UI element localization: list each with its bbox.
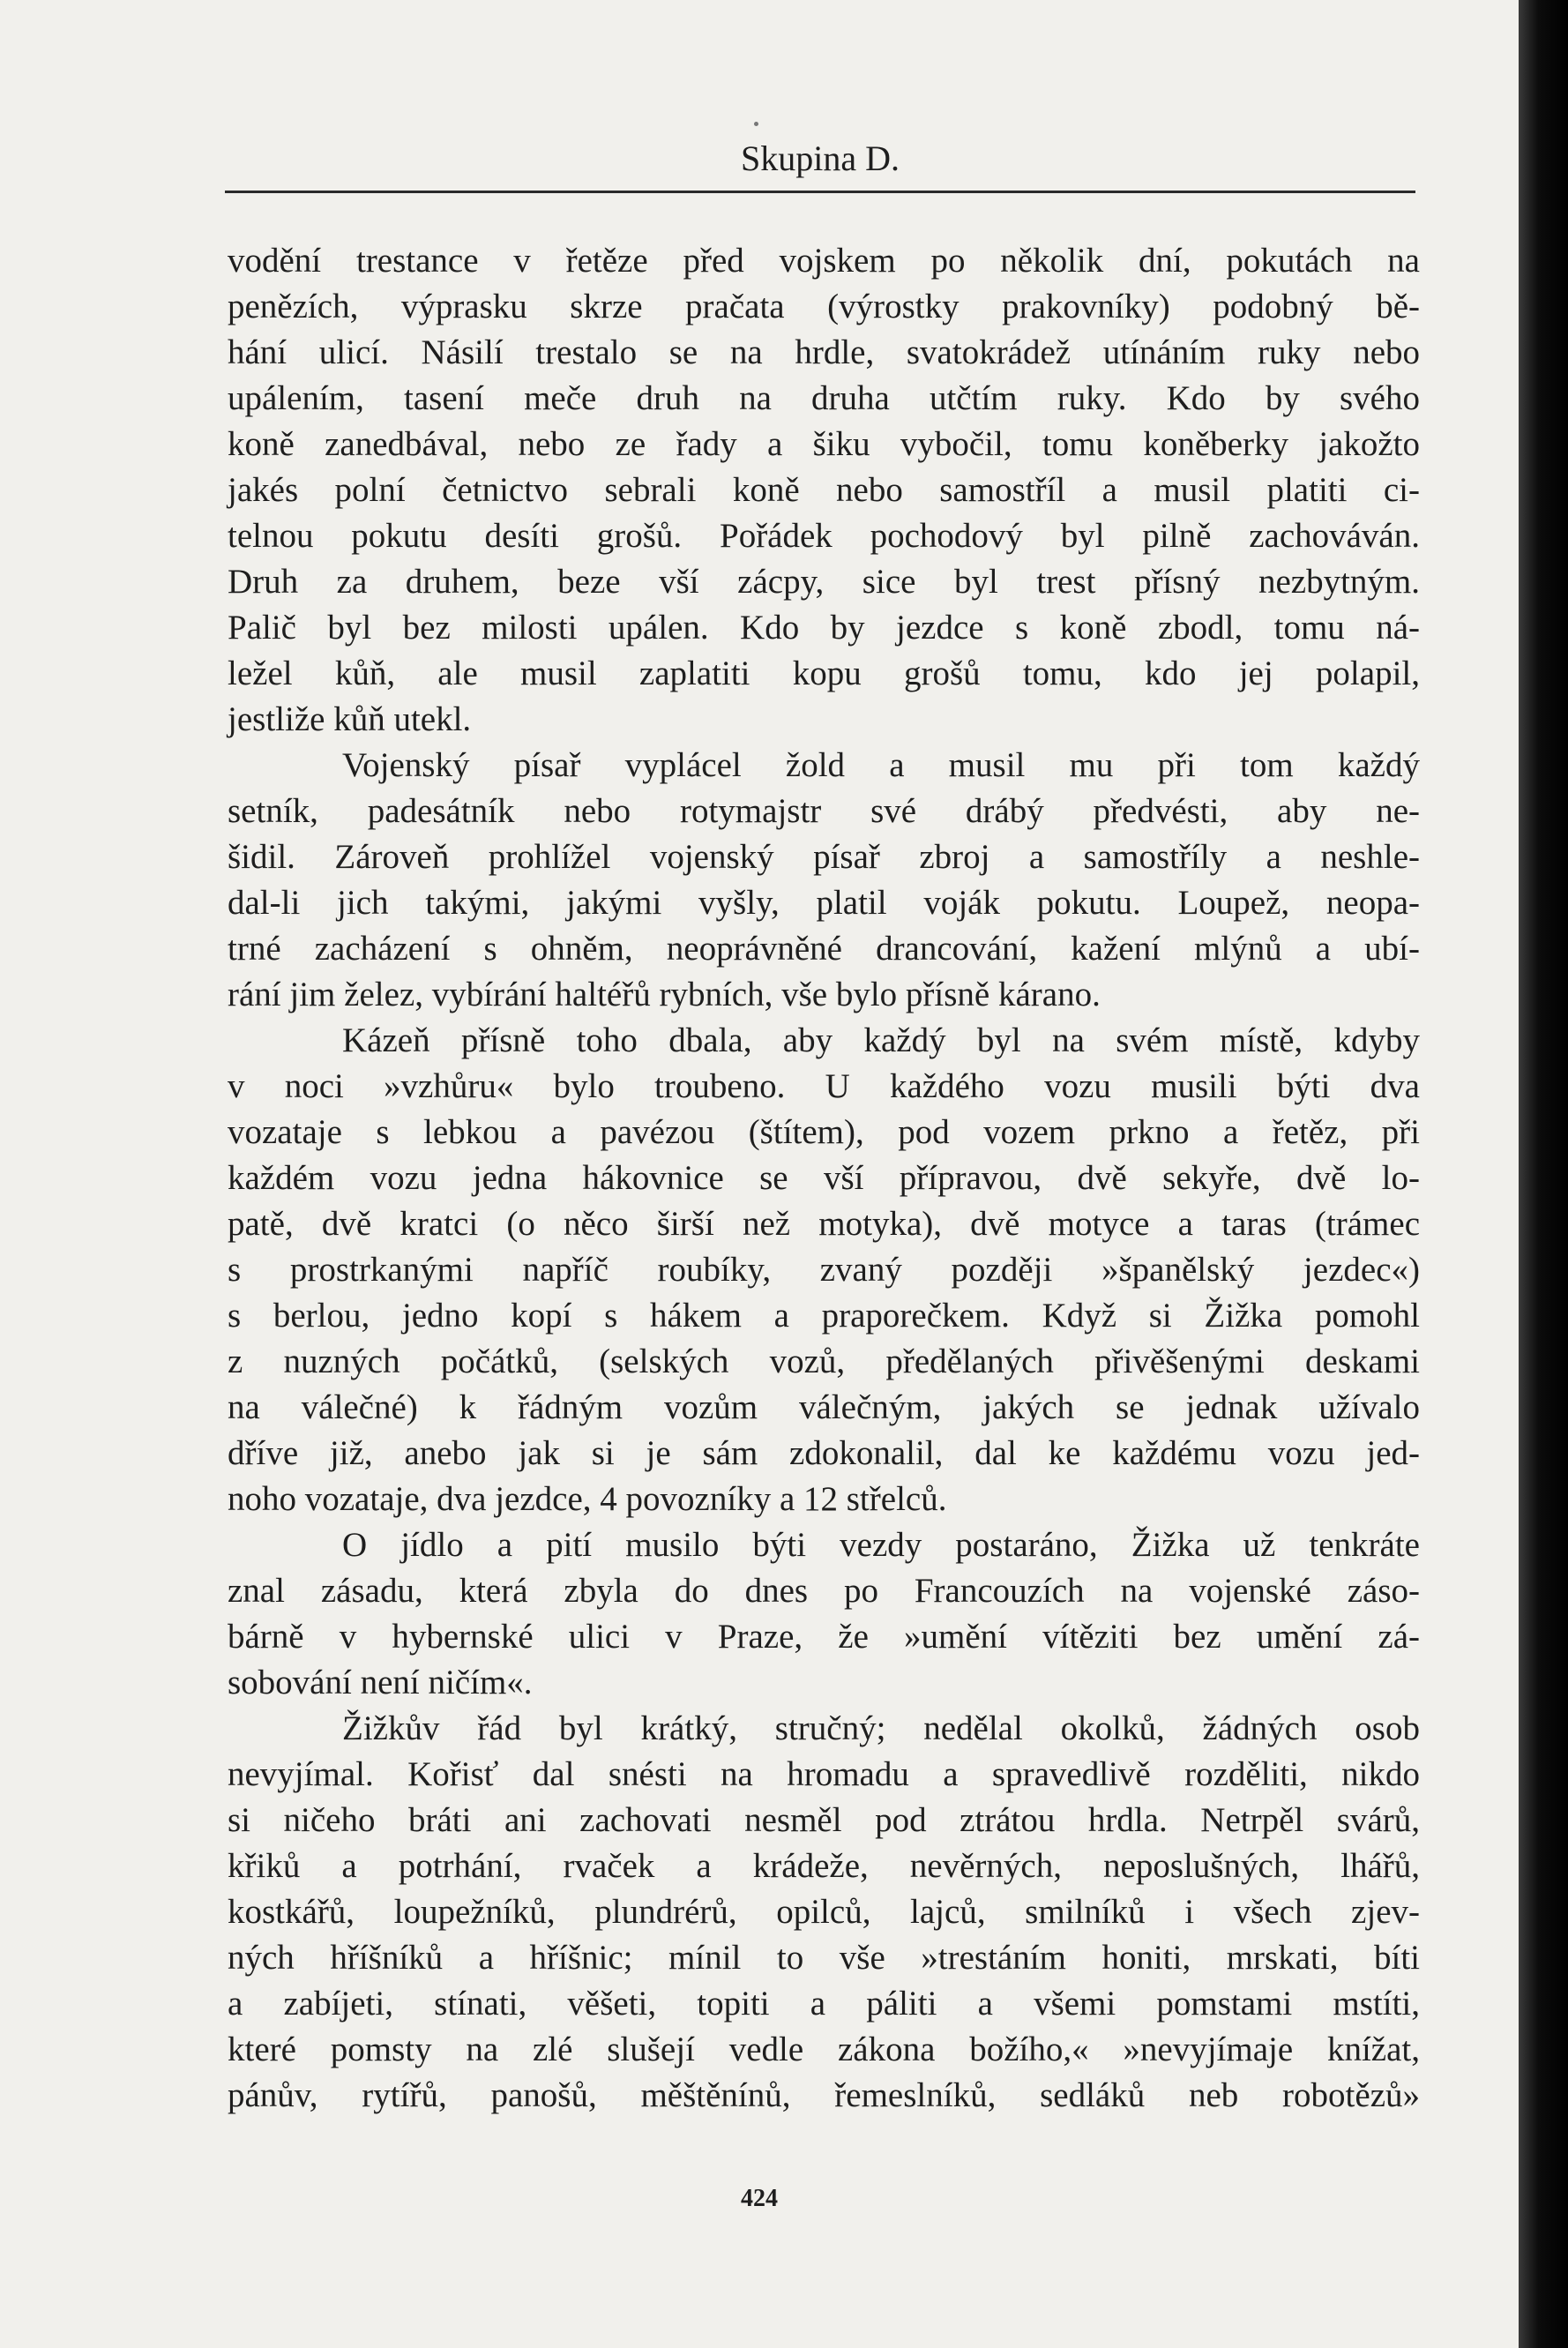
text-line: rání jim želez, vybírání haltéřů rybních, vše bylo přísně kárano. [228,976,1101,1013]
text-line: dal-li jich takými, jakými vyšly, platil voják pokutu. Loupež, neopa- [228,884,1420,922]
text-line: Druh za druhem, beze vší zácpy, sice byl trest přísný nezbytným. [228,563,1420,601]
text-line: koně zanedbával, nebo ze řady a šiku vybočil, tomu koněberky jakožto [228,425,1420,463]
text-line: ných hříšníků a hříšnic; mínil to vše »trestáním honiti, mrskati, bíti [228,1939,1420,1977]
text-line: Vojenský písař vyplácel žold a musil mu při tom každý [342,746,1420,784]
text-line: znal zásadu, která zbyla do dnes po Francouzích na vojenské záso- [228,1572,1420,1610]
text-line: s berlou, jedno kopí s hákem a praporečkem. Když si Žižka pomohl [228,1297,1420,1335]
paragraph-1 [228,238,1420,743]
text-line: které pomsty na zlé slušejí vedle zákona božího,« »nevyjímaje knížat, [228,2030,1420,2068]
text-line: v noci »vzhůru« bylo troubeno. U každého vozu musili býti dva [228,1067,1420,1105]
page-number: 424 [741,2185,778,2212]
paragraph-5 [228,1706,1420,2119]
text-line: a zabíjeti, stínati, věšeti, topiti a páliti a všemi pomstami mstíti, [228,1985,1420,2023]
text-line: telnou pokutu desíti grošů. Pořádek pochodový byl pilně zachováván. [228,517,1420,555]
text-line: penězích, výprasku skrze pračata (výrostky prakovníky) podobný bě- [228,288,1420,325]
text-line: s prostrkanými napříč roubíky, zvaný později »španělský jezdec«) [228,1251,1420,1289]
body-text [228,238,1420,2119]
text-line: si ničeho bráti ani zachovati nesměl pod ztrátou hrdla. Netrpěl svárů, [228,1801,1420,1839]
text-line: bárně v hybernské ulici v Praze, že »umění vítěziti bez umění zá- [228,1618,1420,1656]
text-line: pánův, rytířů, panošů, měštěnínů, řemeslníků, sedláků neb robotězů» [228,2076,1420,2114]
text-line: trné zacházení s ohněm, neoprávněné drancování, kažení mlýnů a ubí- [228,930,1420,968]
text-line: sobování není ničím«. [228,1664,533,1701]
text-line: hání ulicí. Násilí trestalo se na hrdle, svatokrádež utínáním ruky nebo [228,333,1420,371]
text-line: dříve již, anebo jak si je sám zdokonalil, dal ke každému vozu jed- [228,1434,1420,1472]
text-line: jestliže kůň utekl. [228,700,472,738]
text-line: Palič byl bez milosti upálen. Kdo by jezdce s koně zbodl, tomu ná- [228,609,1420,647]
running-header [225,138,1415,193]
text-line: nevyjímal. Kořisť dal snésti na hromadu a spravedlivě rozděliti, nikdo [228,1755,1420,1793]
text-line: Kázeň přísně toho dbala, aby každý byl na svém místě, kdyby [342,1021,1420,1059]
paragraph-4 [228,1522,1420,1706]
text-line: každém vozu jedna hákovnice se vší přípravou, dvě sekyře, dvě lo- [228,1159,1420,1197]
text-line: jakés polní četnictvo sebrali koně nebo samostříl a musil platiti ci- [228,471,1420,509]
text-line: O jídlo a pití musilo býti vezdy postaráno, Žižka už tenkráte [342,1526,1420,1564]
text-line: setník, padesátník nebo rotymajstr své drábý předvésti, aby ne- [228,792,1420,830]
header-title: Skupina D. [741,138,900,178]
text-line: na válečné) k řádným vozům válečným, jakých se jednak užívalo [228,1388,1420,1426]
text-line: z nuzných počátků, (selských vozů, předělaných přivěšenými deskami [228,1342,1420,1380]
text-line: Žižkův řád byl krátký, stručný; nedělal okolků, žádných osob [342,1709,1420,1747]
text-line: šidil. Zároveň prohlížel vojenský písař zbroj a samostříly a neshle- [228,838,1420,876]
paragraph-3 [228,1018,1420,1522]
text-line: ležel kůň, ale musil zaplatiti kopu grošů tomu, kdo jej polapil, [228,654,1420,692]
text-line: noho vozataje, dva jezdce, 4 povozníky a 12 střelců. [228,1480,947,1518]
text-line: upálením, tasení meče druh na druha utčtím ruky. Kdo by svého [228,379,1420,417]
text-line: křiků a potrhání, rvaček a krádeže, nevěrných, neposlušných, lhářů, [228,1847,1420,1885]
text-line: kostkářů, loupežníků, plundrérů, opilců, lajců, smilníků i všech zjev- [228,1893,1420,1931]
scan-speck [754,122,758,126]
paragraph-2 [228,743,1420,1018]
text-line: patě, dvě kratci (o něco širší než motyka), dvě motyce a taras (trámec [228,1205,1420,1243]
text-line: vozataje s lebkou a pavézou (štítem), pod vozem prkno a řetěz, při [228,1113,1420,1151]
scan-border [1519,0,1568,2348]
text-line: vodění trestance v řetěze před vojskem po několik dní, pokutách na [228,242,1420,280]
